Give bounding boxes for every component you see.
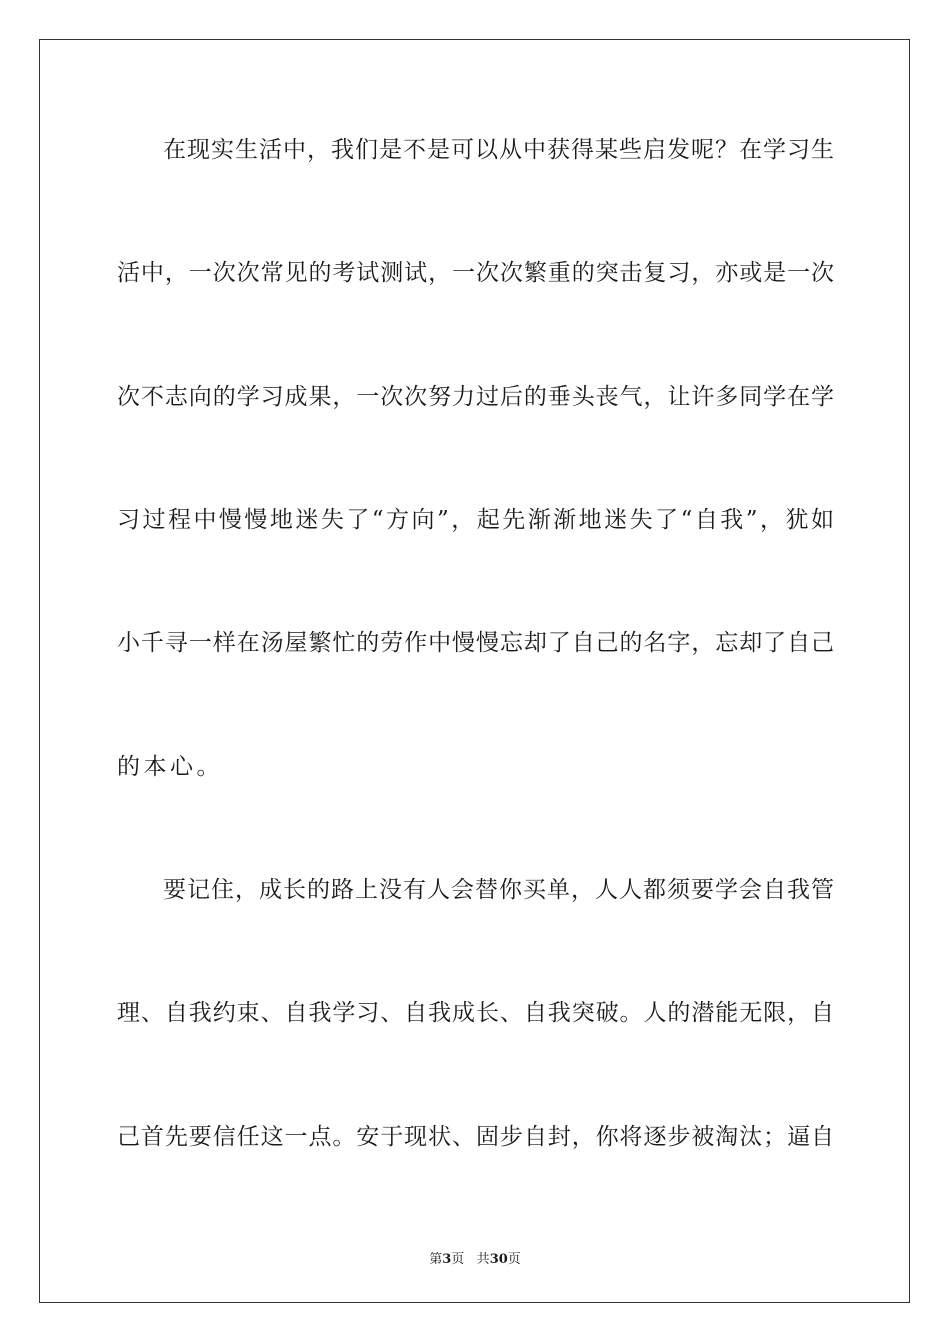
footer-total-unit: 页 (507, 1252, 521, 1267)
footer-total-pages: 30 (489, 1252, 508, 1267)
footer-page-prefix: 第 (429, 1252, 443, 1267)
paragraph-1-line-6: 的本心。 (117, 754, 223, 780)
paragraph-1-line-5: 小千寻一样在汤屋繁忙的劳作中慢慢忘却了自己的名字，忘却了自己 (117, 630, 834, 656)
paragraph-1-line-2: 活中，一次次常见的考试测试，一次次繁重的突击复习，亦或是一次 (117, 260, 834, 286)
paragraph-1-line-1: 在现实生活中，我们是不是可以从中获得某些启发呢？在学习生 (163, 137, 834, 163)
paragraph-2-line-1: 要记住，成长的路上没有人会替你买单，人人都须要学会自我管 (163, 877, 834, 903)
paragraph-2-line-2: 理、自我约束、自我学习、自我成长、自我突破。人的潜能无限，自 (117, 1000, 834, 1026)
paragraph-2-line-3: 己首先要信任这一点。安于现状、固步自封，你将逐步被淘汰；逼自 (117, 1124, 834, 1150)
page-frame (39, 39, 910, 1303)
footer-page-unit: 页 (451, 1252, 465, 1267)
paragraph-1-line-4: 习过程中慢慢地迷失了“方向”，起先渐渐地迷失了“自我”，犹如 (117, 507, 834, 533)
footer-page-number: 3 (442, 1252, 452, 1267)
footer-total-prefix: 共 (476, 1252, 490, 1267)
page-footer (0, 1248, 950, 1267)
paragraph-1-line-3: 次不志向的学习成果，一次次努力过后的垂头丧气，让许多同学在学 (117, 384, 834, 410)
